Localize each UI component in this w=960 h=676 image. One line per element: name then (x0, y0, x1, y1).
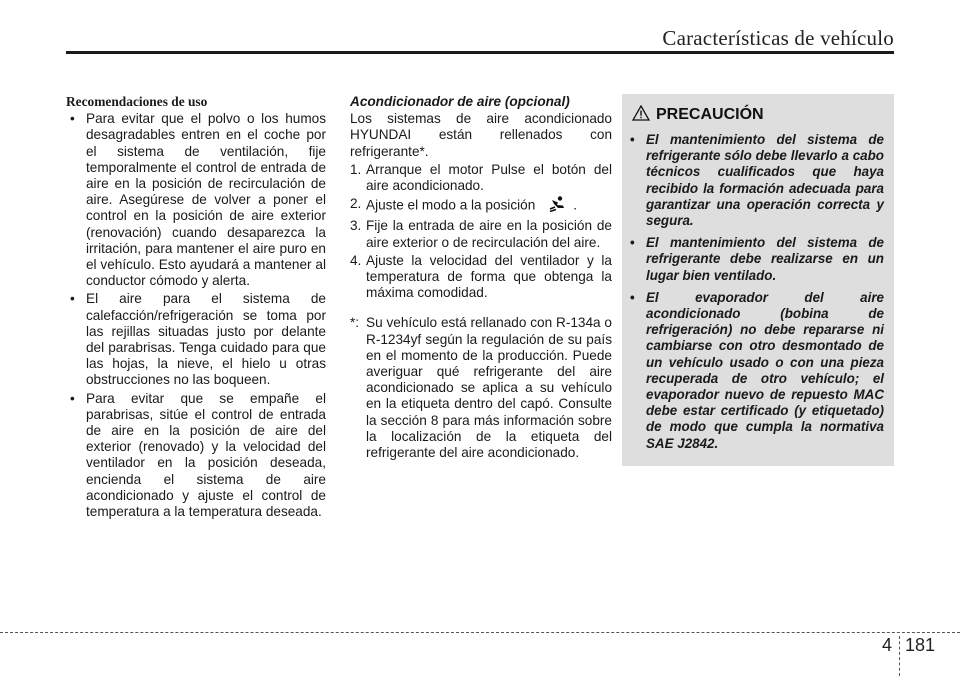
step-number: 2. (350, 196, 362, 212)
step-text: Ajuste la velocidad del ventilador y la temperatura de forma que obtenga la máxima comodidad. (366, 252, 612, 301)
footer-rule (0, 632, 960, 633)
air-conditioner-intro: Los sistemas de aire acondicionado HYUNDAI están rellenados con refrigerante*. (350, 111, 612, 159)
list-item: • Para evitar que se empañe el parabrisas, sitúe el control de entrada de aire en la posición de aire del exterior (renovado) y la velocidad del ventilador en la posición deseada, encienda el sistema de aire acondicionado y ajuste el control de temperatura a la temperatura deseada. (66, 391, 326, 521)
warning-triangle-icon (632, 105, 650, 126)
air-conditioner-steps (350, 162, 612, 302)
refrigerant-footnote (350, 315, 612, 461)
page-number: 181 (905, 635, 936, 655)
step-text: Arranque el motor Pulse el botón del aire acondicionado. (366, 161, 612, 194)
step-text: Ajuste el modo a la posición (366, 197, 536, 213)
usage-recommendations-list (66, 111, 326, 520)
page-header-title: Características de vehículo (662, 26, 894, 50)
list-item: • El aire para el sistema de calefacción/refrigeración se toma por las rejillas situadas justo por delante del parabrisas. Tenga cuidado para que las hojas, la nieve, el hielo u otras obstrucciones no las boqueen. (66, 291, 326, 388)
list-item: • El mantenimiento del sistema de refrigerante sólo debe llevarlo a cabo técnicos cualificados que haya recibido la formación adecuada para garantizar una operación correcta y segura. (630, 132, 884, 229)
step-number: 1. (350, 161, 362, 177)
caution-list (622, 132, 894, 452)
step-item (350, 253, 612, 302)
step-item (350, 162, 612, 194)
list-item: • El mantenimiento del sistema de refrigerante debe realizarse en un lugar bien ventilado. (630, 235, 884, 284)
footnote-text: Su vehículo está rellanado con R-134a o R-1234yf según la regulación de su país en el momento de la producción. Puede averiguar qué refrigerante del aire acondicionado se aplica a su vehículo en la etiqueta dentro del capó. Consulte la sección 8 para más información sobre la localización de la etiqueta del refrigerante del aire acondicionado. (366, 315, 612, 461)
footnote-mark: *: (350, 315, 360, 331)
caution-box (622, 94, 894, 466)
floor-mode-icon (549, 196, 567, 216)
list-item: • Para evitar que el polvo o los humos desagradables entren en el coche por el sistema de ventilación, fije temporalmente el control de entrada de aire en la posición de recirculación de aire. Asegúrese de volver a poner el control en la posición de aire exterior (renovación) cuando desaparezca la irritación, para mantener el aire puro en el vehículo. Esto ayudará a mantener al conductor cómodo y alerta. (66, 111, 326, 289)
chapter-number: 4 (882, 635, 893, 655)
header-rule (66, 51, 894, 54)
step-number: 4. (350, 252, 362, 268)
list-item: • El evaporador del aire acondicionado (bobina de refrigeración) no debe repararse ni cambiarse con otro desmontado de un vehículo usado o con una pieza recuperada de otro vehículo; el evaporador nuevo de repuesto MAC debe estar certificado (y etiquetado) de modo que cumpla la normativa SAE J2842. (630, 290, 884, 452)
step-text-suffix: . (573, 197, 578, 213)
caution-title: PRECAUCIÓN (656, 106, 764, 123)
left-column (66, 94, 326, 522)
caution-header (622, 94, 894, 128)
usage-recommendations-heading: Recomendaciones de uso (66, 94, 208, 109)
middle-column (350, 94, 612, 461)
page-number-separator (899, 636, 900, 676)
air-conditioner-heading: Acondicionador de aire (opcional) (350, 94, 570, 109)
step-item (350, 196, 612, 216)
step-text: Fije la entrada de aire en la posición de aire exterior o de recirculación del aire. (366, 218, 612, 250)
step-number: 3. (350, 218, 362, 234)
step-item (350, 218, 612, 250)
